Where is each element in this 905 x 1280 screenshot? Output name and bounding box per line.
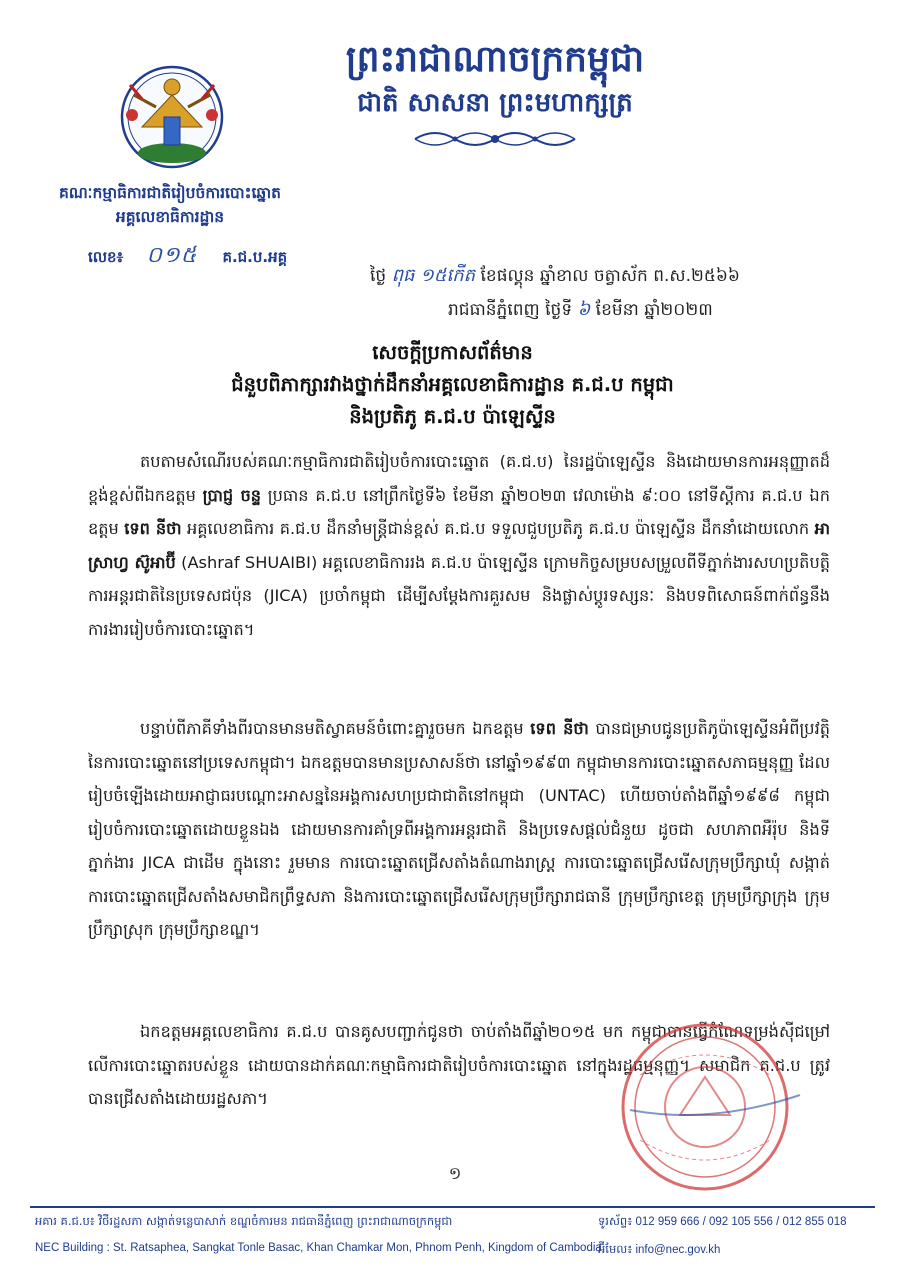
- p1-text-c: ប្រធាន គ.ជ.ប នៅព្រឹកថ្ងៃទី៦ ខែមីនា ឆ្នាំ២០២៣ វេលាម៉ោង ៩:០០ នៅទីស្តីការ គ.ជ.ប ឯកឧត្តម: [88, 485, 830, 538]
- lunar-date-line: [370, 263, 740, 289]
- month-year: ខែមីនា ឆ្នាំ២០២៣: [595, 300, 713, 320]
- kingdom-heading: ព្រះរាជាណាចក្រកម្ពុជា: [345, 39, 645, 80]
- place-prefix: រាជធានីភ្នំពេញ ថ្ងៃទី: [448, 300, 578, 320]
- lunar-prefix: ថ្ងៃ: [370, 266, 387, 286]
- lunar-handwritten: ពុធ ១៥កើត: [391, 265, 476, 286]
- ref-number: ០១៥: [146, 243, 198, 268]
- ornament-divider-icon: [410, 124, 580, 154]
- p1-name-prach-chan: ប្រាជ្ញ ចន្ទ: [202, 485, 261, 505]
- phone-label: ទូរស័ព្ទ៖: [598, 1216, 633, 1228]
- department-name: អគ្គលេខាធិការដ្ឋាន: [115, 208, 225, 226]
- p2-text-a: បន្ទាប់ពីភាគីទាំងពីរបានមានមតិស្វាគមន៍ចំពោះគ្នារួចមក ឯកឧត្តម: [140, 719, 531, 738]
- lunar-rest: ខែផល្គុន ឆ្នាំខាល ចត្វាស័ក ព.ស.២៥៦៦: [480, 266, 740, 286]
- nec-emblem-icon: [112, 55, 232, 175]
- p1-text-g: (Ashraf SHUAIBI) អគ្គលេខាធិការរង គ.ជ.ប ប៉ាឡេស្ទីន ក្រោមកិច្ចសម្របសម្រួលពីទីភ្នាក់ងារសហប្រតិបត្តិការអន្តរជាតិនៃប្រទេសជប៉ុន (JICA) ប្រចាំកម្ពុជា ដើម្បីសម្តែងការគួរសម និងផ្លាស់ប្តូរទស្សនៈ និងបទពិសោធន៍ពាក់ព័ន្ធនឹងការងាររៀបចំការបោះឆ្នោត។: [88, 552, 830, 639]
- footer-address-english: NEC Building : St. Ratsaphea, Sangkat Tonle Basac, Khan Chamkar Mon, Phnom Penh, Kingdom of Cambodia: [35, 1242, 602, 1254]
- footer-divider: [30, 1206, 875, 1208]
- paragraph-3: ឯកឧត្តមអគ្គលេខាធិការ គ.ជ.ប បានគូសបញ្ជាក់ជូនថា ចាប់តាំងពីឆ្នាំ២០១៥ មក កម្ពុជាបានធ្វើកំណែទម្រង់ស៊ីជម្រៅលើការបោះឆ្នោតរបស់ខ្លួន ដោយបានដាក់គណៈកម្មាធិការជាតិរៀបចំការបោះឆ្នោត នៅក្នុងរដ្ឋធម្មនុញ្ញ។ សមាជិក គ.ជ.ប ត្រូវបានជ្រើសតាំងដោយរដ្ឋសភា។: [88, 1022, 830, 1108]
- p1-name-tep-nytha: ទេព នីថា: [124, 519, 182, 538]
- p1-text-e: អគ្គលេខាធិការ គ.ជ.ប ដឹកនាំមន្ត្រីជាន់ខ្ពស់ គ.ជ.ប ទទួលជួបប្រតិភូ គ.ជ.ប ប៉ាឡេស្ទីន ដឹកនាំដោយលោក: [181, 519, 815, 538]
- gregorian-date-line: [448, 297, 713, 323]
- p2-name-tep-nytha: ទេព នីថា: [530, 719, 589, 738]
- ref-label: លេខ៖: [88, 248, 124, 266]
- footer-phone: [598, 1214, 847, 1231]
- official-seal-icon: [600, 1015, 810, 1200]
- paragraph-1: [88, 445, 830, 646]
- day-handwritten: ៦: [577, 299, 591, 320]
- press-release-subtitle: ជំនួបពិភាក្សារវាងថ្នាក់ដឹកនាំអគ្គលេខាធិការដ្ឋាន គ.ជ.ប កម្ពុជា: [231, 373, 674, 396]
- p1-text-a: តបតាមសំណើរបស់គណៈកម្មាធិការជាតិរៀបចំការបោះឆ្នោត (គ.ជ.ប) នៃរដ្ឋប៉ាឡេស្ទីន និងដោយមានការអនុញ្ញាតដ៏ខ្ពង់ខ្ពស់ពីឯកឧត្តម: [88, 452, 830, 505]
- email-label: អ៊ីមែល៖: [598, 1244, 633, 1256]
- p1-name-ashraf-shuaibi: អាស្រាហ្វ ស៊ូអាប៊ី: [88, 519, 830, 572]
- page-number: ១: [448, 1164, 462, 1184]
- footer-email: [598, 1242, 720, 1259]
- reference-number-line: [88, 243, 287, 270]
- p2-text-c: បានជម្រាបជូនប្រតិភូប៉ាឡេស្ទីនអំពីប្រវត្តិនៃការបោះឆ្នោតនៅប្រទេសកម្ពុជា។ ឯកឧត្តមបានមានប្រសាសន៍ថា នៅឆ្នាំ១៩៩៣ កម្ពុជាមានការបោះឆ្នោតសភាធម្មនុញ្ញ ដែលរៀបចំឡើងដោយអាជ្ញាធរបណ្តោះអាសន្ននៃអង្គការសហប្រជាជាតិនៅកម្ពុជា (UNTAC) ហើយចាប់តាំងពីឆ្នាំ១៩៩៨ កម្ពុជារៀបចំការបោះឆ្នោតដោយខ្លួនឯង ដោយមានការគាំទ្រពីអង្គការអន្តរជាតិ និងប្រទេសផ្តល់ជំនួយ ដូចជា សហភាពអឺរ៉ុប និងទីភ្នាក់ងារ JICA ជាដើម ក្នុងនោះ រួមមាន ការបោះឆ្នោតជ្រើសតាំងតំណាងរាស្ត្រ ការបោះឆ្នោតជ្រើសរើសក្រុមប្រឹក្សាឃុំ សង្កាត់ ការបោះឆ្នោតជ្រើសតាំងសមាជិកព្រឹទ្ធសភា និងការបោះឆ្នោតជ្រើសរើសក្រុមប្រឹក្សារាជធានី ក្រុមប្រឹក្សាខេត្ត ក្រុមប្រឹក្សាក្រុង ក្រុមប្រឹក្សាស្រុក ក្រុមប្រឹក្សាខណ្ឌ។: [88, 719, 830, 939]
- phone-value: 012 959 666 / 092 105 556 / 012 855 018: [635, 1216, 847, 1228]
- email-value[interactable]: info@nec.gov.kh: [635, 1244, 721, 1256]
- footer-address-khmer: អគារ គ.ជ.ប៖ វិថីរដ្ឋសភា សង្កាត់ទន្លេបាសាក់ ខណ្ឌចំការមន រាជធានីភ្នំពេញ ព្រះរាជាណាចក្រកម្ពុជា: [35, 1214, 453, 1228]
- ref-suffix: គ.ជ.ប.អគ្គ: [222, 248, 288, 266]
- press-release-title: សេចក្តីប្រកាសព័ត៌មាន: [372, 341, 533, 364]
- press-release-subtitle-2: និងប្រតិភូ គ.ជ.ប ប៉ាឡេស្ទីន: [349, 405, 556, 428]
- motto-heading: ជាតិ សាសនា ព្រះមហាក្សត្រ: [357, 88, 633, 118]
- organization-name: គណៈកម្មាធិការជាតិរៀបចំការបោះឆ្នោត: [58, 184, 282, 202]
- paragraph-2: [88, 712, 830, 947]
